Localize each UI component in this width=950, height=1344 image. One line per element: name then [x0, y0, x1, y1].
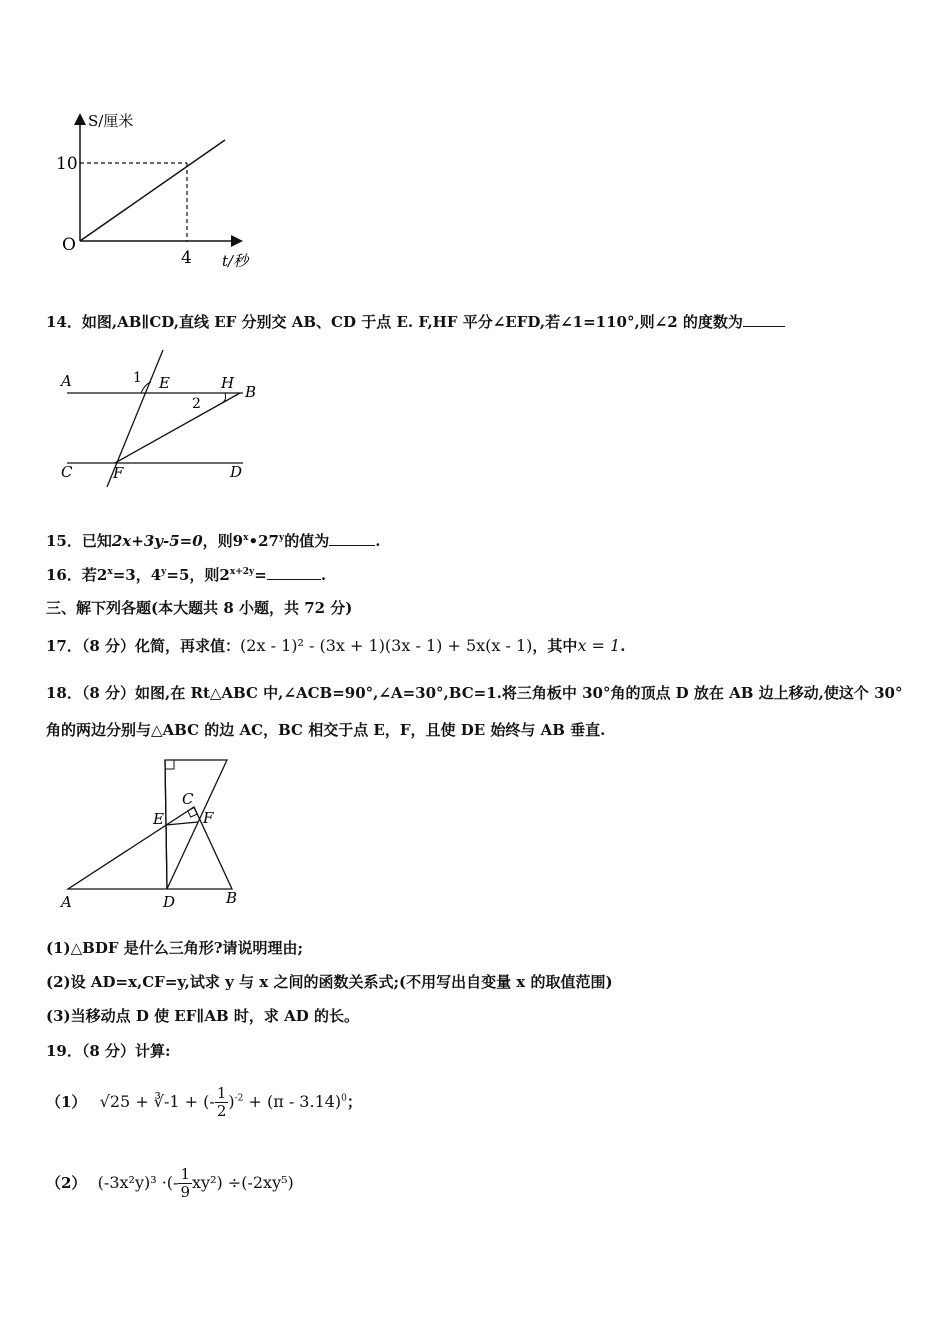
- point-h: H: [221, 374, 235, 392]
- x-tick-label: 4: [181, 248, 192, 268]
- question-18-part-3: (3)当移动点 D 使 EF∥AB 时，求 AD 的长。: [46, 1007, 359, 1025]
- question-18-part-1: (1)△BDF 是什么三角形?请说明理由;: [46, 939, 304, 957]
- section-3-heading: 三、解下列各题(本大题共 8 小题，共 72 分): [46, 599, 353, 617]
- x-axis-label: t/秒: [222, 252, 249, 270]
- question-17: 17．（8 分）化简，再求值：(2x - 1)² - (3x + 1)(3x - 1) + 5x(x - 1)，其中x = 1.: [46, 636, 626, 655]
- question-18-line-2: 角的两边分别与△ABC 的边 AC，BC 相交于点 E，F，且使 DE 始终与 AB 垂直.: [46, 721, 606, 739]
- parallel-lines-figure: [55, 340, 275, 490]
- question-15: 15．已知2x+3y-5=0，则9$^x$•27$^y$的值为 .: [46, 532, 381, 550]
- graph-line: [80, 140, 225, 241]
- point-e: E: [159, 374, 170, 392]
- point-b: B: [245, 383, 257, 401]
- point-d: D: [230, 463, 243, 481]
- angle-2-label: 2: [192, 396, 201, 412]
- answer-blank-15[interactable]: [329, 531, 375, 546]
- st-graph-figure: [50, 108, 270, 273]
- q17-expression: (2x - 1)² - (3x + 1)(3x - 1) + 5x(x - 1): [240, 636, 533, 655]
- answer-blank-14[interactable]: [743, 312, 785, 327]
- angle-1-label: 1: [133, 370, 142, 386]
- answer-blank-16[interactable]: [267, 565, 321, 580]
- question-18-part-2: (2)设 AD=x,CF=y,试求 y 与 x 之间的函数关系式;(不用写出自变量 x 的取值范围): [46, 973, 613, 991]
- point-b: B: [226, 889, 238, 907]
- point-f: F: [113, 464, 124, 482]
- y-tick-label: 10: [56, 154, 78, 174]
- question-14: 14．如图,AB∥CD,直线 EF 分别交 AB、CD 于点 E. F,HF 平分∠EFD,若∠1=110°,则∠2 的度数为: [46, 312, 785, 332]
- y-axis-label: S/厘米: [88, 112, 134, 130]
- point-c: C: [61, 463, 73, 481]
- line-hf: [115, 393, 240, 463]
- fraction-one-half: $\frac{1}{2}$: [216, 1084, 227, 1120]
- triangle-figure: [55, 752, 255, 917]
- question-16: 16．若$2^x=3$，$4^y=5$，则$2^{x+2y}=$ .: [46, 566, 327, 584]
- question-19-part-2: （2） (-3x²y)³ ·(- $\frac{1}{9}$ xy²) ÷(-2xy⁵): [46, 1165, 294, 1201]
- fraction-one-ninth: $\frac{1}{9}$: [180, 1165, 190, 1201]
- question-19-title: 19．（8 分）计算:: [46, 1042, 171, 1060]
- point-a: A: [61, 372, 72, 390]
- origin-label: O: [62, 235, 76, 255]
- point-e: E: [153, 810, 164, 828]
- set-square-right-angle: [165, 760, 174, 769]
- question-18-line-1: 18．（8 分）如图,在 Rt△ABC 中,∠ACB=90°,∠A=30°,BC=1.将三角板中 30°角的顶点 D 放在 AB 边上移动,使这个 30°: [46, 684, 903, 702]
- point-c: C: [182, 790, 194, 808]
- question-19-part-1: （1） √25 + ∛-1 + (- $\frac{1}{2}$ )$^{-2}$ + (π - 3.14)$^0$；: [46, 1084, 362, 1120]
- point-f: F: [203, 809, 214, 827]
- point-a: A: [61, 893, 72, 911]
- point-d: D: [163, 893, 176, 911]
